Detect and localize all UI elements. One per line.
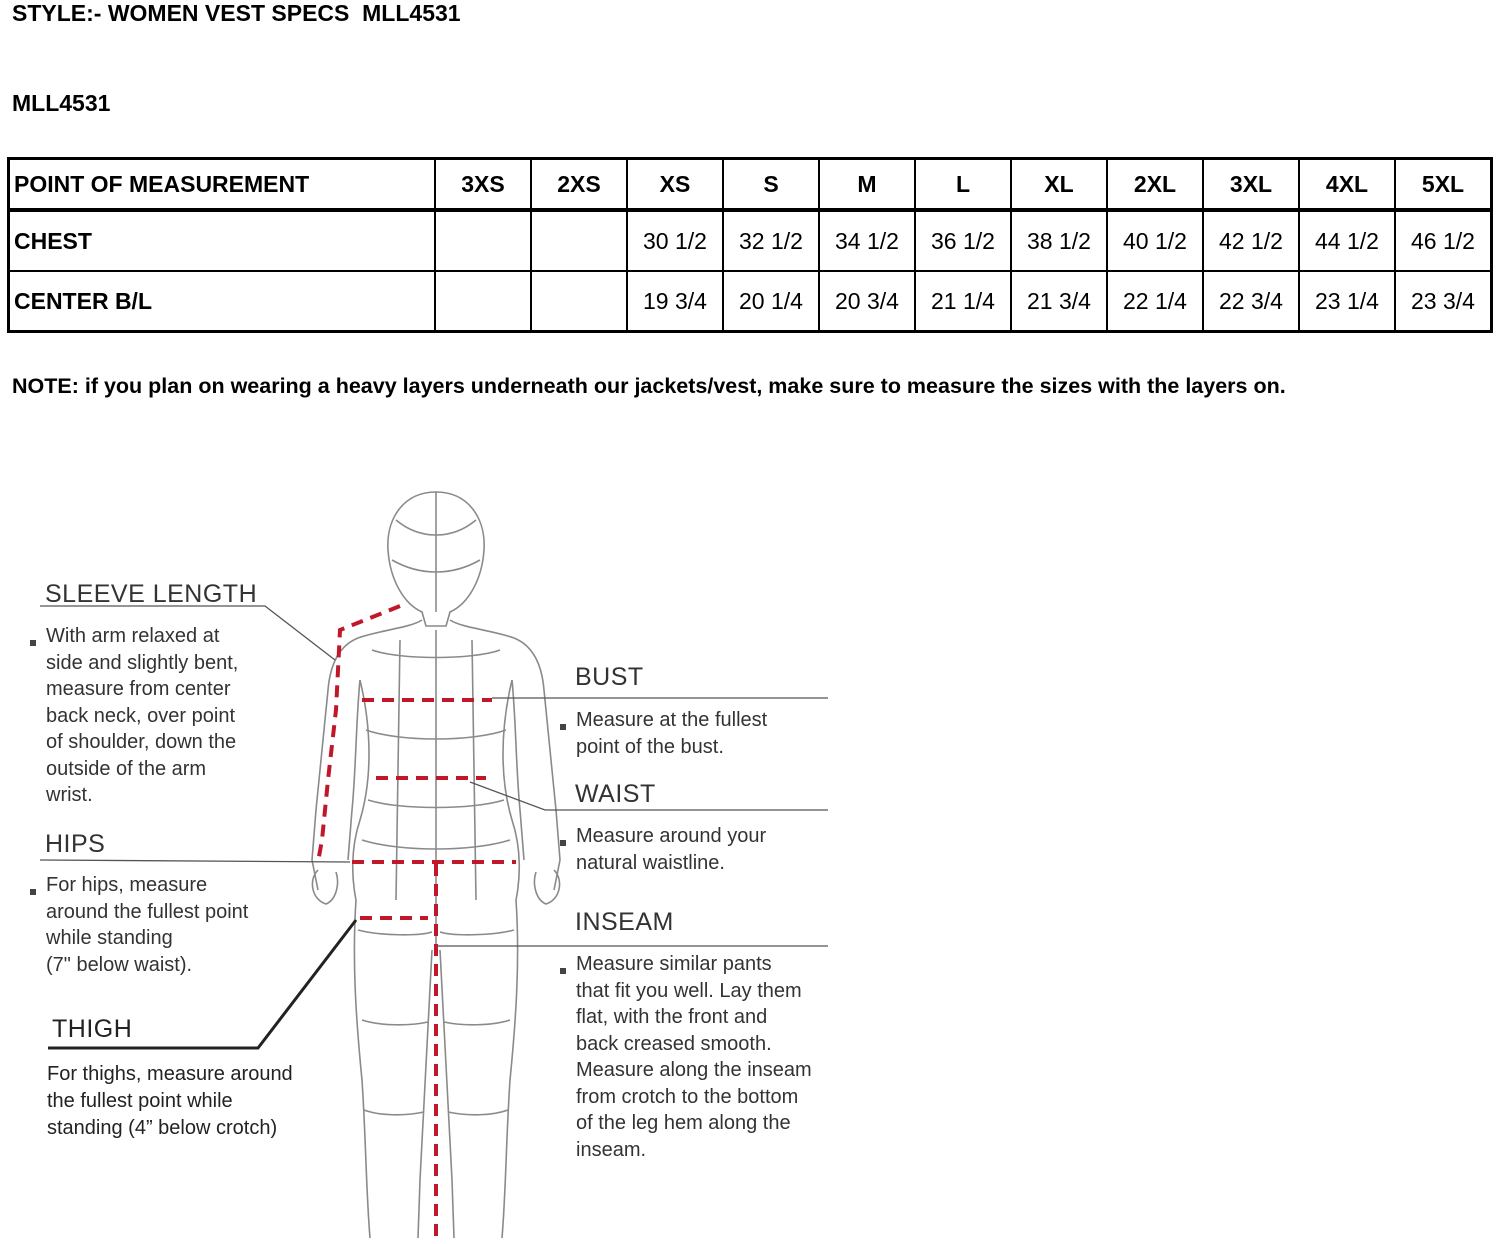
column-header: XL (1011, 159, 1107, 211)
description-line: For hips, measure (46, 874, 208, 896)
table-cell (531, 210, 627, 271)
description-line: side and slightly bent, (46, 651, 239, 674)
description-line: standing (4” below crotch) (47, 1117, 278, 1139)
description-line: inseam. (576, 1138, 647, 1161)
description-line: With arm relaxed at (46, 625, 220, 647)
description-line: from crotch to the bottom (576, 1085, 799, 1108)
thigh-title: THIGH (52, 1015, 133, 1043)
sleeve-length-title: SLEEVE LENGTH (45, 580, 258, 608)
table-cell: 34 1/2 (819, 210, 915, 271)
measurement-dash-lines (318, 606, 516, 1240)
bullet-icon (560, 724, 566, 730)
column-header: XS (627, 159, 723, 211)
hips-title: HIPS (45, 830, 106, 858)
description-line: measure from center (46, 678, 231, 700)
style-code: MLL4531 (12, 90, 111, 116)
description-line: For thighs, measure around (47, 1063, 293, 1085)
table-cell: 40 1/2 (1107, 210, 1203, 271)
table-cell: 22 3/4 (1203, 271, 1299, 332)
description-line: Measure around your (576, 825, 767, 847)
description-line: while standing (46, 927, 173, 949)
description-line: Measure along the inseam (576, 1059, 812, 1081)
description-line: point of the bust. (576, 735, 724, 758)
description-line: natural waistline. (576, 851, 725, 874)
measurement-diagram (0, 480, 860, 1244)
column-header: 3XL (1203, 159, 1299, 211)
column-header: POINT OF MEASUREMENT (9, 159, 436, 211)
column-header: 2XL (1107, 159, 1203, 211)
description-line: Measure at the fullest (576, 709, 768, 731)
column-header: 2XS (531, 159, 627, 211)
table-cell: 30 1/2 (627, 210, 723, 271)
description-line: outside of the arm (46, 757, 207, 780)
table-cell (435, 271, 531, 332)
hips-description (46, 872, 248, 978)
column-header: S (723, 159, 819, 211)
table-cell: 21 3/4 (1011, 271, 1107, 332)
description-line: Measure similar pants (576, 953, 772, 975)
column-header: 3XS (435, 159, 531, 211)
table-cell: 22 1/4 (1107, 271, 1203, 332)
column-header: 5XL (1395, 159, 1492, 211)
table-cell: 38 1/2 (1011, 210, 1107, 271)
description-line: (7" below waist). (46, 953, 193, 976)
table-cell: 21 1/4 (915, 271, 1011, 332)
table-cell: 36 1/2 (915, 210, 1011, 271)
table-cell: 42 1/2 (1203, 210, 1299, 271)
style-title: STYLE:- WOMEN VEST SPECS MLL4531 (12, 0, 461, 26)
table-cell (531, 271, 627, 332)
table-cell: 32 1/2 (723, 210, 819, 271)
table-cell (435, 210, 531, 271)
table-row (9, 271, 1492, 332)
description-line: back neck, over point (46, 704, 235, 727)
bullet-icon (560, 968, 566, 974)
inseam-title: INSEAM (575, 908, 674, 936)
description-line: around the fullest point (46, 900, 249, 923)
column-header: M (819, 159, 915, 211)
table-cell: 20 1/4 (723, 271, 819, 332)
size-spec-table (7, 157, 1493, 333)
row-label: CHEST (9, 210, 436, 271)
description-line: of shoulder, down the (46, 731, 237, 753)
sleeve-length-description (46, 623, 238, 809)
description-line: back creased smooth. (576, 1032, 772, 1055)
bullet-icon (560, 840, 566, 846)
description-line: that fit you well. Lay them (576, 979, 802, 1002)
row-label: CENTER B/L (9, 271, 436, 332)
inseam-description (576, 951, 812, 1163)
description-line: wrist. (46, 784, 93, 806)
table-cell: 44 1/2 (1299, 210, 1395, 271)
description-line: the fullest point while (47, 1090, 233, 1112)
table-cell: 23 3/4 (1395, 271, 1492, 332)
table-row (9, 210, 1492, 271)
column-header: 4XL (1299, 159, 1395, 211)
thigh-description (47, 1061, 293, 1142)
bullet-icon (30, 640, 36, 646)
waist-description (576, 823, 766, 876)
bust-description (576, 707, 767, 760)
bullet-icon (30, 889, 36, 895)
table-cell: 19 3/4 (627, 271, 723, 332)
waist-title: WAIST (575, 780, 656, 808)
column-header: L (915, 159, 1011, 211)
table-cell: 23 1/4 (1299, 271, 1395, 332)
description-line: flat, with the front and (576, 1006, 768, 1028)
sizing-note: NOTE: if you plan on wearing a heavy layers underneath our jackets/vest, make sure to measure the sizes with the layers on. (12, 374, 1286, 398)
bust-title: BUST (575, 663, 644, 691)
table-cell: 46 1/2 (1395, 210, 1492, 271)
description-line: of the leg hem along the (576, 1112, 791, 1134)
table-header-row (9, 159, 1492, 211)
table-cell: 20 3/4 (819, 271, 915, 332)
